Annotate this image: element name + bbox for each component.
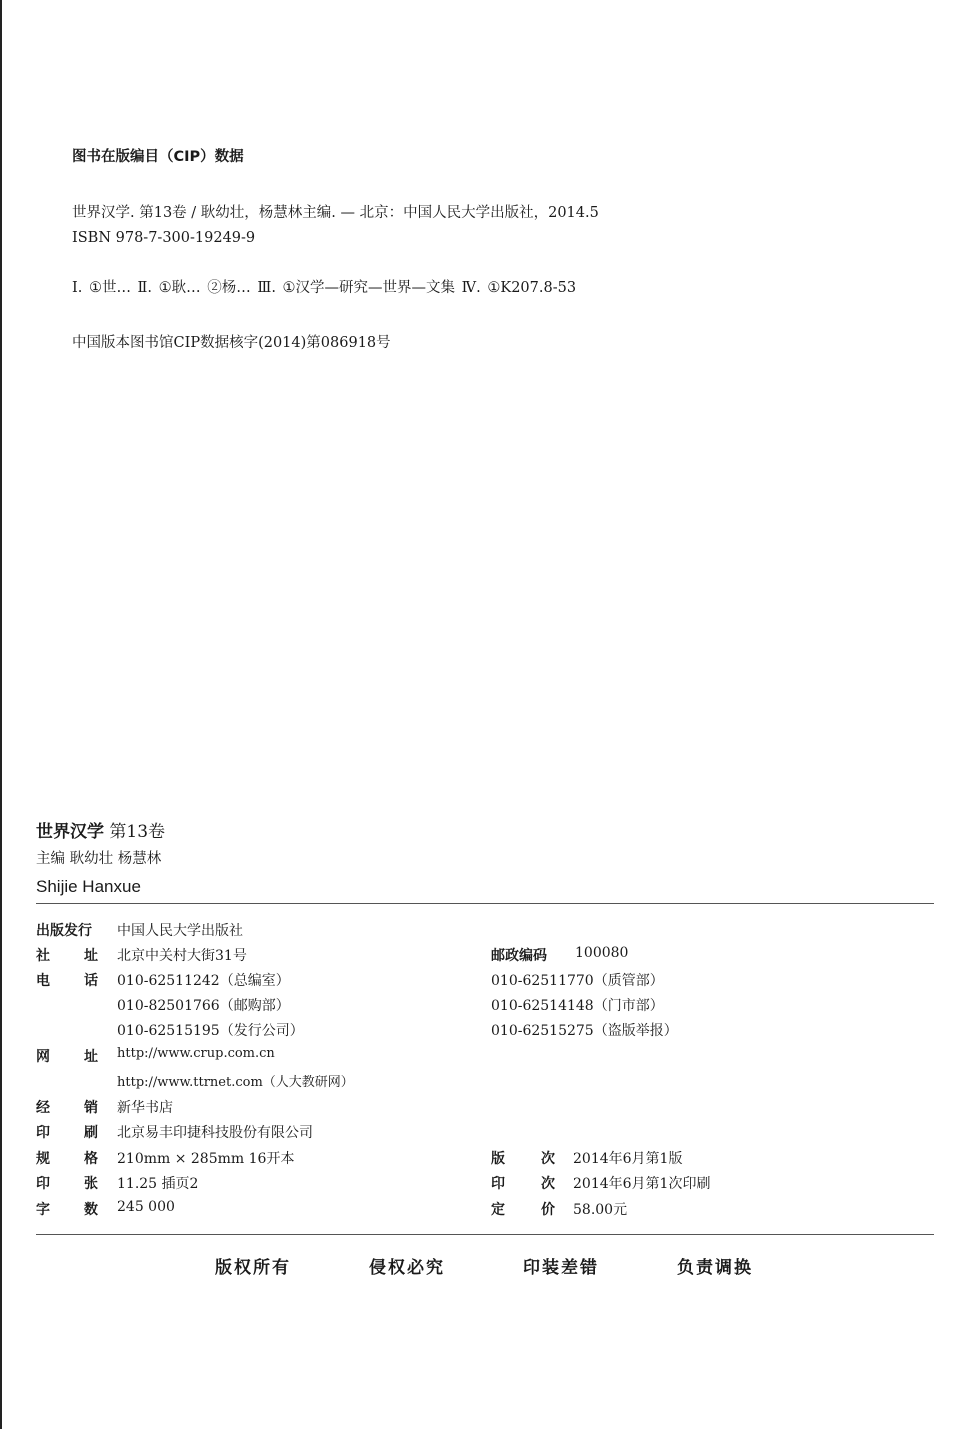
- phone-left-1: 010-62511242（总编室）: [117, 973, 290, 989]
- spec-value: 210mm × 285mm 16开本: [117, 1151, 295, 1167]
- book-title: [36, 817, 165, 842]
- price-value: 58.00元: [573, 1202, 628, 1218]
- spec-label-char1: 规: [36, 1151, 50, 1167]
- edition-label-char2: 次: [541, 1151, 555, 1167]
- wordcount-value: 245 000: [117, 1199, 175, 1215]
- cip-subjects: Ⅰ. ①世… Ⅱ. ①耿… ②杨… Ⅲ. ①汉学—研究—世界—文集 Ⅳ. ①K207.8-53: [72, 280, 577, 296]
- address-label-char1: 社: [36, 948, 50, 964]
- phone-right-2: 010-62514148（门市部）: [491, 998, 664, 1014]
- spec-label-char2: 格: [84, 1151, 98, 1167]
- edition-label-char1: 版: [491, 1151, 505, 1167]
- address-label-char2: 址: [84, 948, 98, 964]
- sheets-label-char1: 印: [36, 1176, 50, 1192]
- cip-catalog-line: 世界汉学. 第13卷 / 耿幼壮，杨慧林主编. — 北京：中国人民大学出版社，2014.5: [72, 205, 599, 221]
- wordcount-label-char2: 数: [84, 1202, 98, 1218]
- impression-value: 2014年6月第1次印刷: [573, 1176, 711, 1192]
- bottom-divider: [36, 1234, 934, 1235]
- slogan-replacement: 负责调换: [677, 1258, 753, 1278]
- page-left-edge: [0, 0, 2, 1429]
- publisher-label: 出版发行: [36, 923, 92, 939]
- website-label-char1: 网: [36, 1049, 50, 1065]
- website-link-2[interactable]: http://www.ttrnet.com（人大教研网）: [117, 1075, 354, 1090]
- slogan-infringement: 侵权必究: [369, 1258, 445, 1278]
- sheets-label-char2: 张: [84, 1176, 98, 1192]
- book-editors: 主编 耿幼壮 杨慧林: [36, 851, 162, 867]
- website-link-1[interactable]: http://www.crup.com.cn: [117, 1046, 275, 1061]
- price-label-char2: 价: [541, 1202, 555, 1218]
- phone-right-3: 010-62515275（盗版举报）: [491, 1023, 678, 1039]
- website-label-char2: 址: [84, 1049, 98, 1065]
- printer-label-char1: 印: [36, 1125, 50, 1141]
- publisher-value: 中国人民大学出版社: [117, 923, 243, 939]
- slogan-printing-error: 印装差错: [523, 1258, 599, 1278]
- phone-label-char1: 电: [36, 973, 50, 989]
- sheets-value: 11.25 插页2: [117, 1176, 199, 1192]
- postcode-label: 邮政编码: [491, 948, 547, 964]
- top-divider: [36, 903, 934, 904]
- book-title-volume: 第13卷: [109, 822, 166, 842]
- edition-value: 2014年6月第1版: [573, 1151, 683, 1167]
- distributor-value: 新华书店: [117, 1100, 173, 1116]
- phone-left-2: 010-82501766（邮购部）: [117, 998, 290, 1014]
- slogan-copyright: 版权所有: [215, 1258, 291, 1278]
- price-label-char1: 定: [491, 1202, 505, 1218]
- phone-label-char2: 话: [84, 973, 98, 989]
- phone-left-3: 010-62515195（发行公司）: [117, 1023, 304, 1039]
- book-title-main: 世界汉学: [36, 822, 104, 842]
- postcode-value: 100080: [575, 945, 629, 961]
- distributor-label-char1: 经: [36, 1100, 50, 1116]
- impression-label-char1: 印: [491, 1176, 505, 1192]
- book-pinyin-title: Shijie Hanxue: [36, 877, 141, 896]
- impression-label-char2: 次: [541, 1176, 555, 1192]
- cip-record-number: 中国版本图书馆CIP数据核字(2014)第086918号: [72, 335, 391, 351]
- printer-label-char2: 刷: [84, 1125, 98, 1141]
- wordcount-label-char1: 字: [36, 1202, 50, 1218]
- cip-isbn: ISBN 978-7-300-19249-9: [72, 230, 256, 246]
- address-value: 北京中关村大街31号: [117, 948, 247, 964]
- cip-title: 图书在版编目（CIP）数据: [72, 149, 244, 165]
- phone-right-1: 010-62511770（质管部）: [491, 973, 664, 989]
- distributor-label-char2: 销: [84, 1100, 98, 1116]
- printer-value: 北京易丰印捷科技股份有限公司: [117, 1125, 313, 1141]
